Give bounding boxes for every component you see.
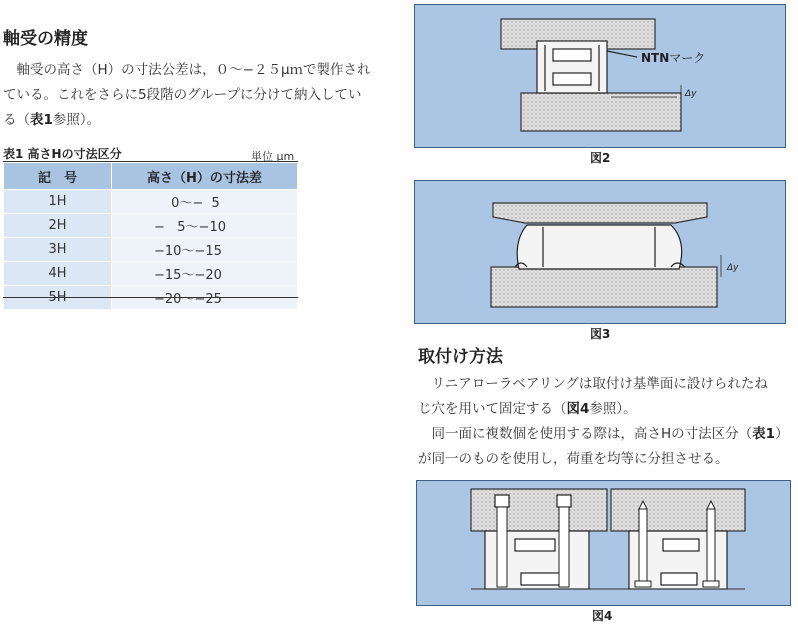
table-reference: 表1 bbox=[752, 426, 776, 442]
figure-2-drawing bbox=[415, 5, 785, 147]
ntn-mark-label: NTNマーク bbox=[641, 51, 706, 65]
stud-bolt bbox=[639, 509, 647, 585]
figure-4-panel bbox=[416, 480, 791, 606]
upper-plate-left bbox=[471, 489, 607, 531]
stud-bolt bbox=[707, 509, 715, 585]
paragraph-line: 軸受の高さ（H）の寸法公差は，０〜−２５μｍで製作され bbox=[3, 62, 371, 78]
table-row: 5H −20〜−25 bbox=[4, 286, 298, 310]
paragraph-line: が同一のものを使用し，荷重を均等に分担させる。 bbox=[418, 451, 729, 467]
figure-3-caption: 図3 bbox=[590, 327, 611, 341]
paragraph-line: 同一面に複数個を使用する際は，高さHの寸法区分（表1） bbox=[418, 426, 789, 442]
paragraph-line: る（表1参照）。 bbox=[3, 112, 101, 128]
roller-upper bbox=[553, 49, 591, 61]
table-title: 表1 高さHの寸法区分 bbox=[3, 147, 122, 161]
figure-4-caption: 図4 bbox=[592, 609, 613, 623]
table-row: 4H −15〜−20 bbox=[4, 262, 298, 286]
paragraph-line: じ穴を用いて固定する（図4参照）。 bbox=[418, 401, 637, 417]
nut bbox=[703, 581, 719, 587]
bolt-shank bbox=[497, 507, 507, 587]
table-unit: 単位 μm bbox=[251, 150, 295, 163]
delta-y-label: Δy bbox=[727, 263, 739, 273]
bolt-head bbox=[495, 495, 509, 507]
column-header-height: 高さ（H）の寸法差 bbox=[112, 163, 298, 190]
nut bbox=[635, 581, 651, 587]
upper-plate-right bbox=[611, 489, 745, 531]
table-header-row bbox=[4, 163, 298, 190]
bearing-body bbox=[517, 225, 681, 269]
delta-y-label: Δy bbox=[685, 89, 697, 99]
ntn-mark-leader bbox=[607, 51, 637, 57]
accuracy-paragraph bbox=[3, 58, 383, 133]
figure-4-drawing bbox=[417, 481, 790, 605]
figure-2-caption: 図2 bbox=[590, 151, 611, 165]
lower-plate bbox=[521, 93, 681, 131]
section-heading-accuracy: 軸受の精度 bbox=[3, 29, 88, 49]
column-header-symbol: 記 号 bbox=[4, 163, 112, 190]
bolt-shank bbox=[559, 507, 569, 587]
roller-lower bbox=[553, 73, 591, 85]
table-bottom-rule bbox=[3, 297, 298, 298]
paragraph-line: リニアローラベアリングは取付け基準面に設けられたね bbox=[418, 376, 768, 392]
figure-2-panel bbox=[414, 4, 786, 148]
upper-plate bbox=[493, 203, 707, 223]
figure-3-panel bbox=[414, 180, 786, 324]
bolt-head bbox=[557, 495, 571, 507]
table-reference: 表1 bbox=[30, 112, 53, 128]
paragraph-line: ている。これをさらに5段階のグループに分けて納入してい bbox=[3, 87, 362, 103]
section-heading-mounting: 取付け方法 bbox=[418, 347, 503, 367]
table-row: 3H −10〜−15 bbox=[4, 238, 298, 262]
table-row: 2H − 5〜−10 bbox=[4, 214, 298, 238]
figure-reference: 図4 bbox=[566, 401, 590, 417]
mounting-paragraph bbox=[418, 372, 794, 472]
lower-plate bbox=[491, 267, 717, 307]
figure-3-drawing bbox=[415, 181, 785, 323]
table-row: 1H 0〜− 5 bbox=[4, 190, 298, 214]
height-class-table bbox=[3, 162, 298, 310]
